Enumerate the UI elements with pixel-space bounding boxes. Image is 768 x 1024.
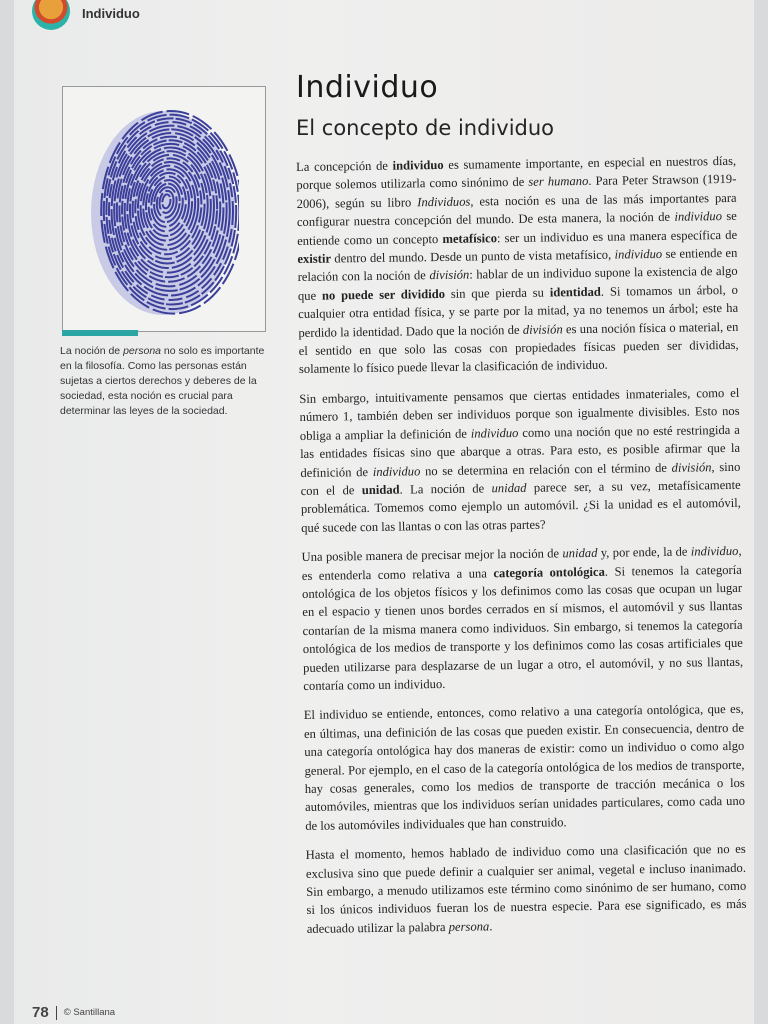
text-run: . Si tenemos la categoría ontológica de los objetos físicos y los definimos como las cosas que ocupan un lugar en el espacio y tienen unos bordes cerrados en sí mismos, el automóvil y sus llantas contarían de la misma manera como individuos. Sin embargo, si tenemos la categoría ontológica de los medios de transporte y los definimos como las cosas artificiales que pueden utilizarse para desplazarse de un lugar a otro, el automóvil, y no sus llantas, contaría como un individuo. xyxy=(301,562,744,693)
text-run: individuo xyxy=(372,463,421,479)
text-run: unidad xyxy=(361,482,400,498)
text-run: : ser un individuo es una manera específica de xyxy=(496,227,738,245)
text-run: La noción de xyxy=(60,345,124,357)
text-run: individuo xyxy=(614,246,663,262)
body-paragraph xyxy=(304,700,746,835)
text-run: es sumamente importante, en especial en nuestros días, porque solemos utilizarla como sinónimo de xyxy=(296,153,737,193)
book-page xyxy=(14,0,754,1024)
text-run: división xyxy=(429,268,470,283)
text-run: se entiende en relación con la noción de xyxy=(297,245,738,285)
text-run: individuo xyxy=(392,157,444,173)
text-run: persona xyxy=(448,919,490,934)
text-run: . xyxy=(489,919,493,934)
text-run: categoría ontológica xyxy=(493,564,605,580)
text-run: individuo xyxy=(690,543,739,559)
text-run: sin que pierda su xyxy=(444,285,550,301)
publisher-name: © Santillana xyxy=(63,1007,116,1018)
figure-caption xyxy=(60,344,272,419)
text-run: Una posible manera de precisar mejor la noción de xyxy=(301,546,563,565)
text-run: dentro del mundo. Desde un punto de vista metafísico, xyxy=(330,247,615,266)
text-run: metafísico xyxy=(442,230,498,246)
text-run: , esta noción es una de las más importantes para configurar nuestra concepción del mundo. De esta manera, la noción de xyxy=(296,190,737,230)
text-run: no se determina en relación con el término de xyxy=(420,460,672,478)
text-run: individuo xyxy=(674,209,723,224)
page-subtitle: El concepto de individuo xyxy=(296,116,555,140)
text-run: división xyxy=(522,321,563,337)
text-run: . Para Peter Strawson (1919-2006), según su libro xyxy=(296,172,737,211)
santillana-logo-icon xyxy=(32,0,70,30)
text-run: no solo es importante en la filosofía. Como las personas están sujetas a ciertos derechos y deberes de la sociedad, esta noción es crucial para determinar las leyes de la sociedad. xyxy=(60,345,265,417)
text-run: , sino con el de xyxy=(300,459,741,498)
text-run: unidad xyxy=(491,480,527,496)
page-footer xyxy=(32,1004,115,1021)
page-title: Individuo xyxy=(296,70,439,105)
caption-accent-bar xyxy=(62,330,138,336)
text-run: El individuo se entiende, entonces, como relativo a una categoría ontológica, que es, en últimas, una definición de las cosas que pueden existir. En consecuencia, dentro de una categoría ontológica hay dos maneras de existir: como un individuo o como algo general. Por ejemplo, en el caso de la categoría ontológica de los medios de transporte, hay cosas generales, como los medios de transporte de tracción mecánica o los automóviles, mientras que los individuos serían unidades particulares, como cada uno de los automóviles individuales que han construido. xyxy=(303,702,746,833)
footer-divider xyxy=(56,1006,57,1020)
text-run: . La noción de xyxy=(399,481,492,497)
text-run: . Si tomamos un árbol, o cualquier otra entidad física, y se parte por la mitad, ya no tenemos un árbol; este ha perdido la identidad. Dado que la noción de xyxy=(298,282,739,340)
text-run: división xyxy=(671,459,712,475)
text-run: es una noción física o material, en el sentido en que solo las cosas con propiedades físicas pueden ser divididas, solamente lo físico puede llevar la clasificación de individuo. xyxy=(298,319,739,377)
text-run: se entiende como un concepto xyxy=(297,209,737,248)
text-run: ser humano xyxy=(528,174,589,190)
page-header xyxy=(32,0,140,34)
text-run: Individuos xyxy=(417,194,471,210)
text-run: como una noción que no esté restringida a las entidades físicas sino que abarque a otras. Para esto, es posible afirmar que la definición de xyxy=(300,422,741,480)
body-paragraph xyxy=(301,542,743,695)
text-run: unidad xyxy=(562,545,598,561)
body-paragraph xyxy=(306,840,747,938)
fingerprint-figure xyxy=(62,86,266,332)
text-run: Hasta el momento, hemos hablado de individuo como una clasificación que no es exclusiva sino que puede definir a cualquier ser animal, vegetal e incluso inanimado. Sin embargo, a menudo utilizamos este término como sinónimo de ser humano, como si los únicos individuos fueran los de nuestra especie. Para ese significado, es más adecuado utilizar la palabra xyxy=(305,842,747,936)
text-run: Sin embargo, intuitivamente pensamos que ciertas entidades inmateriales, como el número 1, también deben ser individuos porque son igualmente divisibles. Esto nos obliga a ampliar la definición de xyxy=(299,385,740,443)
text-run: , es entenderla como relativa a una xyxy=(301,543,742,583)
text-run: parece ser, a su vez, metafísicamente problemática. Tomemos como ejemplo un automóvil. ¿Si la unidad es el automóvil, qué sucede con las llantas o con las otras partes? xyxy=(300,477,741,535)
text-run: individuo xyxy=(470,425,519,441)
text-run: y, por ende, la de xyxy=(597,544,691,560)
text-run: no puede ser dividido xyxy=(321,286,446,303)
fingerprint-icon xyxy=(87,101,239,317)
text-run: identidad xyxy=(549,284,601,300)
body-paragraph xyxy=(296,152,739,379)
body-paragraph xyxy=(299,384,741,537)
text-run: La concepción de xyxy=(296,158,393,174)
body-text xyxy=(296,152,747,949)
page-number: 78 xyxy=(32,1004,49,1021)
section-name: Individuo xyxy=(82,5,140,21)
text-run: : hablar de un individuo supone la existencia de algo que xyxy=(297,264,738,303)
text-run: existir xyxy=(297,251,332,267)
text-run: persona xyxy=(123,345,162,357)
